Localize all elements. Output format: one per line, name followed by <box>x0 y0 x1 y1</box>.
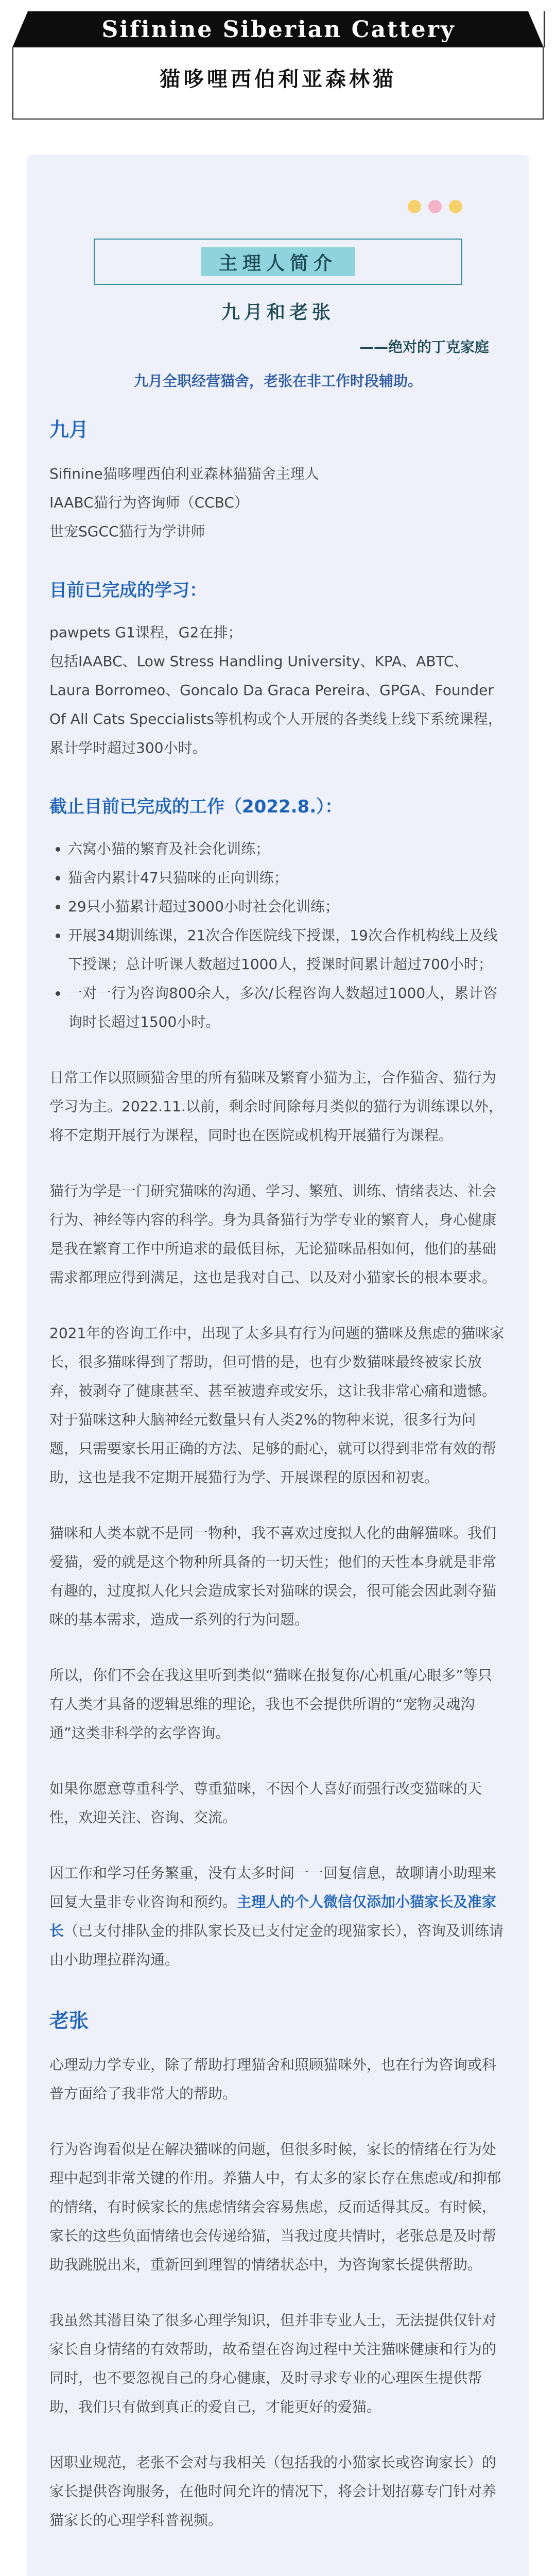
profile-card <box>27 155 529 2576</box>
owners-signature: ——绝对的丁克家庭 <box>359 338 489 355</box>
title-bracket-left <box>94 239 100 285</box>
role-line: 世宠SGCC猫行为学讲师 <box>49 523 205 540</box>
jiuyue-section <box>49 410 505 546</box>
title-bracket-right <box>456 239 462 285</box>
work-item: • 一对一行为咨询800余人，多次/长程咨询人数超过1000人，累计咨询时长超过1500小时。 <box>68 979 505 1037</box>
dot-pink-icon <box>428 200 442 213</box>
learned-line: pawpets G1课程，G2在排； <box>49 624 242 641</box>
dot-yellow-icon <box>449 200 462 213</box>
work-heading: 截止目前已完成的工作（2022.8.）： <box>49 796 343 817</box>
work-section <box>49 789 505 1037</box>
section-title-frame <box>100 239 456 285</box>
laozhang-heading: 老张 <box>49 2009 89 2032</box>
paragraph: 如果你愿意尊重科学、尊重猫咪，不因个人喜好而强行改变猫咪的天性，欢迎关注、咨询、交流。 <box>49 1780 482 1826</box>
contact-text: （已支付排队金的排队家长及已支付定金的现猫家长），咨询及训练请由小助理拉群沟通。 <box>49 1922 504 1968</box>
header-title: Sifinine Siberian Cattery <box>12 11 545 47</box>
role-line: Sifinine猫哆哩西伯利亚森林猫猫舍主理人 <box>49 465 319 482</box>
contact-highlight: 主理人的个人微信仅添加小猫家长及准家长 <box>49 1893 497 1939</box>
paragraph: 所以，你们不会在我这里听到类似“猫咪在报复你/心机重/心眼多”等只有人类才具备的逻辑思维的理论，我也不会提供所谓的“宠物灵魂沟通”这类非科学的玄学咨询。 <box>49 1667 492 1741</box>
laozhang-paragraph: 行为咨询看似是在解决猫咪的问题，但很多时候，家长的情绪在行为处理中起到非常关键的作用。养猫人中，有太多的家长存在焦虑或/和抑郁的情绪，有时候家长的焦虑情绪会容易焦虑，反而适得其反。有时候，家长的这些负面情绪也会传递给猫，当我过度共情时，老张总是及时帮助我跳脱出来，重新回到理智的情绪状态中，为咨询家长提供帮助。 <box>49 2141 501 2273</box>
learned-section <box>49 573 505 762</box>
owners-name: 九月和老张 <box>221 302 335 323</box>
role-line: IAABC猫行为咨询师（CCBC） <box>49 494 249 511</box>
laozhang-paragraph: 心理动力学专业，除了帮助打理猫舍和照顾猫咪外，也在行为咨询或科普方面给了我非常大的帮助。 <box>49 2056 497 2102</box>
contact-text: 因工作和学习任务繁重，没有太多时间一一回复信息，故聊请小助理来回复大量非专业咨询和预约。 <box>49 1865 497 1910</box>
work-list <box>49 835 505 1037</box>
laozhang-paragraph: 我虽然其潜目染了很多心理学知识，但并非专业人士，无法提供仅针对家长自身情绪的有效帮助，故希望在咨询过程中关注猫咪健康和行为的同时，也不要忽视自己的身心健康，及时寻求专业的心理医生提供帮助，我们只有做到真正的爱自己，才能更好的爱猫。 <box>49 2312 497 2415</box>
header-subtitle: 猫哆哩西伯利亚森林猫 <box>160 67 396 91</box>
paragraph: 猫行为学是一门研究猫咪的沟通、学习、繁殖、训练、情绪表达、社会行为、神经等内容的科学。身为具备猫行为学专业的繁育人，身心健康是我在繁育工作中所追求的最低目标，无论猫咪品相如何，他们的基础需求都理应得到满足，这也是我对自己、以及对小猫家长的根本要求。 <box>49 1182 497 1286</box>
decorative-dots <box>408 200 462 213</box>
paragraph: 猫咪和人类本就不是同一物种，我不喜欢过度拟人化的曲解猫咪。我们爱猫，爱的就是这个物种所具备的一切天性；他们的天性本身就是非常有趣的，过度拟人化只会造成家长对猫咪的误会，很可能会因此剥夺猫咪的基本需求，造成一系列的行为问题。 <box>49 1524 497 1628</box>
learned-line: 包括IAABC、Low Stress Handling University、KPA、ABTC、Laura Borromeo、Goncalo Da Graca Pereira、GPGA、Founder Of All Cats Speccialists等机构或个人开展的各类线上线下系统课程，累计学时超过300小时。 <box>49 653 502 756</box>
work-item: • 六窝小猫的繁育及社会化训练； <box>68 835 505 863</box>
work-item: • 猫舍内累计47只猫咪的正向训练； <box>68 863 505 892</box>
work-item: • 开展34期训练课，21次合作医院线下授课，19次合作机构线上及线下授课；总计听课人数超过1000人，授课时间累计超过700小时； <box>68 921 505 979</box>
section-title: 主理人简介 <box>201 247 355 276</box>
work-item: • 29只小猫累计超过3000小时社会化训练； <box>68 892 505 921</box>
dot-yellow-icon <box>408 200 421 213</box>
header-banner <box>12 11 544 120</box>
contact-paragraph <box>49 1859 505 1974</box>
paragraph: 日常工作以照顾猫舍里的所有猫咪及繁育小猫为主，合作猫舍、猫行为学习为主。2022.11.以前，剩余时间除每月类似的猫行为训练课以外，将不定期开展行为课程，同时也在医院或机构开展猫行为课程。 <box>49 1069 503 1144</box>
paragraph: 2021年的咨询工作中，出现了太多具有行为问题的猫咪及焦虑的猫咪家长，很多猫咪得到了帮助，但可惜的是，也有少数猫咪最终被家长放弃，被剥夺了健康甚至、甚至被遗弃或安乐，这让我非常心痛和遗憾。对于猫咪这种大脑神经元数量只有人类2%的物种来说，很多行为问题，只需要家长用正确的方法、足够的耐心，就可以得到非常有效的帮助，这也是我不定期开展猫行为学、开展课程的原因和初衷。 <box>49 1325 505 1486</box>
learned-heading: 目前已完成的学习： <box>49 580 207 601</box>
jiuyue-heading: 九月 <box>49 418 89 441</box>
owners-tagline: 九月全职经营猫舍，老张在非工作时段辅助。 <box>133 372 422 389</box>
content-body <box>27 410 529 2576</box>
laozhang-paragraph: 因职业规范，老张不会对与我相关（包括我的小猫家长或咨询家长）的家长提供咨询服务，在他时间允许的情况下，将会计划招募专门针对养猫家长的心理学科普视频。 <box>49 2454 497 2529</box>
